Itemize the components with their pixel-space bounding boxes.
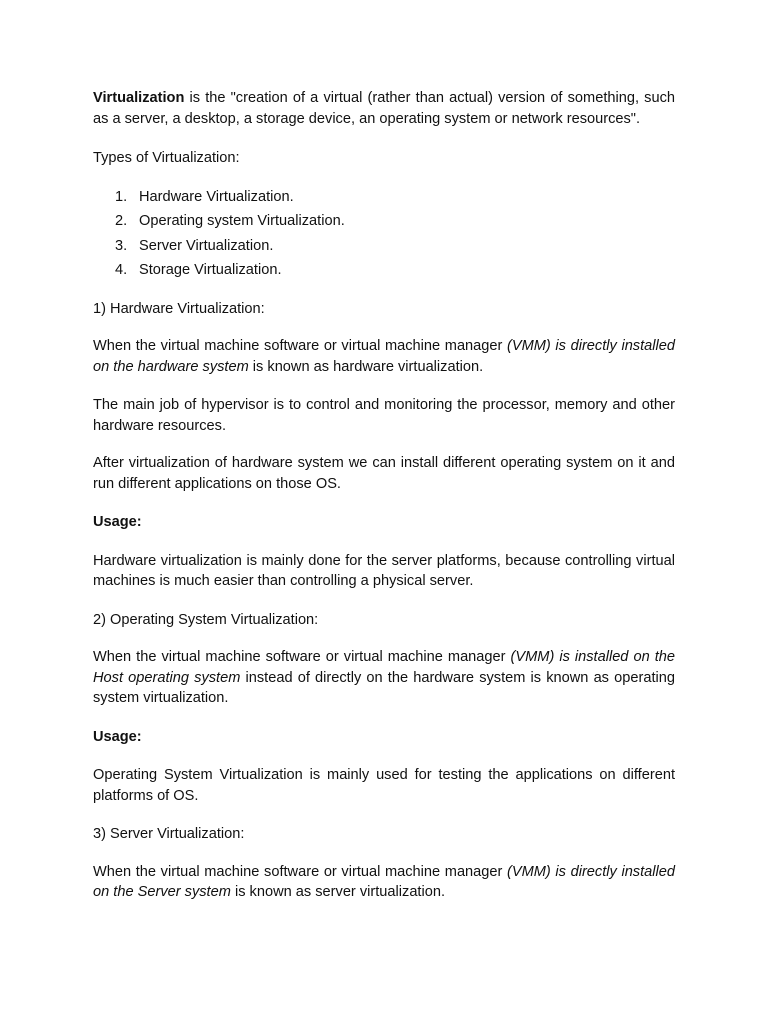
os-heading: 2) Operating System Virtualization:: [93, 611, 319, 628]
hardware-heading: 1) Hardware Virtualization:: [93, 300, 265, 317]
server-p1-start: When the virtual machine software or virtual machine manager: [93, 863, 508, 880]
list-label: Storage Virtualization.: [139, 262, 282, 278]
list-label: Operating system Virtualization.: [139, 213, 345, 229]
hardware-paragraph-2: The main job of hypervisor is to control and monitoring the processor, memory and other hardware resources.: [93, 397, 675, 434]
server-heading: 3) Server Virtualization:: [93, 826, 245, 842]
intro-paragraph: [93, 88, 675, 129]
hardware-p1-end: is known as hardware virtualization.: [248, 358, 484, 375]
hardware-p1-start: When the virtual machine software or virtual machine manager: [93, 338, 508, 354]
list-number: 3.: [115, 237, 128, 254]
list-number: 4.: [115, 262, 128, 278]
document-page: [93, 88, 675, 903]
hardware-p1-italic: (VMM) is directly installed on the hardware system: [93, 338, 675, 375]
list-number: 2.: [115, 213, 128, 229]
intro-term: Virtualization: [93, 90, 185, 106]
hardware-usage-label: Usage:: [93, 514, 142, 530]
os-p1-start: When the virtual machine software or virtual machine manager: [93, 649, 511, 665]
server-paragraph-1: [93, 862, 675, 903]
hardware-paragraph-3: After virtualization of hardware system we can install different operating system on it and run different applications on those OS.: [93, 455, 675, 492]
list-item: [93, 236, 675, 261]
os-p1-end: instead of directly on the hardware system is known as operating system virtualization.: [93, 669, 675, 706]
os-p1-italic: (VMM) is installed on the Host operating system: [93, 649, 675, 686]
hardware-paragraph-1: [93, 336, 675, 377]
list-item: [93, 260, 675, 285]
list-number: 1.: [115, 188, 128, 205]
os-usage-label: Usage:: [93, 728, 142, 745]
types-list: [93, 187, 675, 285]
list-label: Server Virtualization.: [139, 237, 274, 254]
server-p1-end: is known as server virtualization.: [230, 884, 446, 900]
list-label: Hardware Virtualization.: [139, 188, 294, 205]
intro-definition: is the "creation of a virtual (rather than actual) version of something, such as a server, a desktop, a storage device, an operating system or network resources".: [93, 90, 675, 127]
os-usage-text: Operating System Virtualization is mainly used for testing the applications on different platforms of OS.: [93, 767, 675, 804]
os-paragraph-1: [93, 647, 675, 709]
server-p1-italic: (VMM) is directly installed on the Server system: [93, 863, 675, 900]
hardware-usage-text: Hardware virtualization is mainly done for the server platforms, because controlling virtual machines is much easier than controlling a physical server.: [93, 552, 675, 589]
list-item: [93, 187, 675, 212]
types-heading: Types of Virtualization:: [93, 150, 240, 166]
list-item: [93, 211, 675, 236]
